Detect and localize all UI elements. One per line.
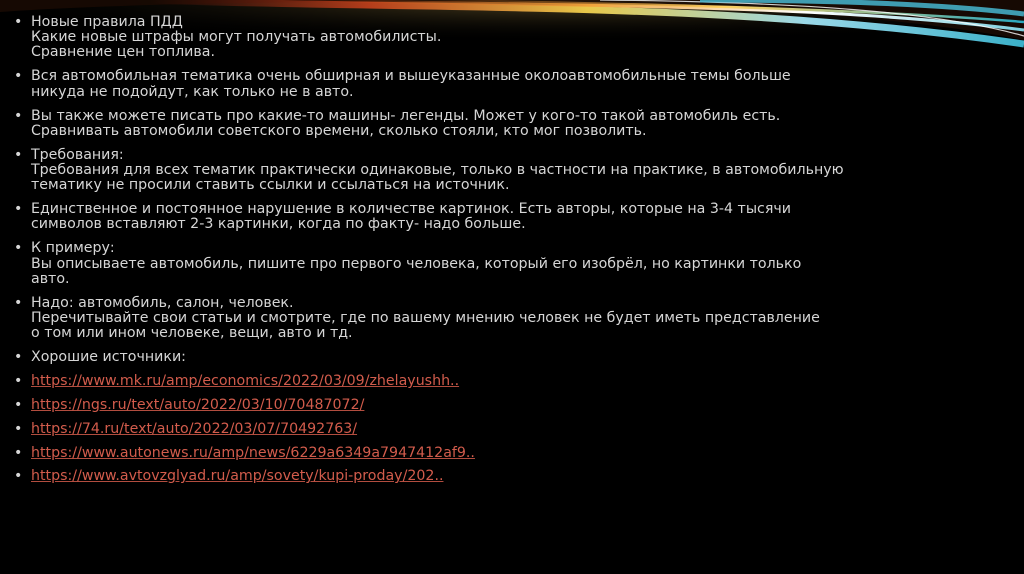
bullet-text-line: Сравнивать автомобили советского времени, сколько стояли, кто мог позволить. [31, 122, 647, 139]
bullet-text-line: Требования: [31, 146, 124, 163]
bullet-item [14, 148, 999, 194]
bullet-marker: • [14, 420, 23, 437]
bullet-text-line: Требования для всех тематик практически одинаковые, только в частности на практике, в автомобильную [31, 162, 844, 179]
bullet-marker: • [14, 107, 23, 124]
link-item [14, 469, 999, 484]
bullet-text-line: никуда не подойдут, как только не в авто. [31, 83, 354, 100]
bullet-text-line: Надо: автомобиль, салон, человек. [31, 294, 294, 311]
bullet-marker: • [14, 240, 23, 257]
bullet-marker: • [14, 68, 23, 85]
bullet-marker: • [14, 444, 23, 461]
bullet-marker: • [14, 468, 23, 485]
bullet-text-line: Хорошие источники: [31, 349, 186, 366]
bullet-item [14, 202, 999, 232]
bullet-text-line: о том или ином человеке, вещи, авто и тд. [31, 325, 353, 342]
source-link[interactable]: https://ngs.ru/text/auto/2022/03/10/70487072/ [31, 397, 365, 414]
bullet-marker: • [14, 397, 23, 414]
source-link[interactable]: https://www.autonews.ru/amp/news/6229a6349a7947412af9.. [31, 444, 475, 461]
bullet-item [14, 241, 999, 287]
bullet-text-line: тематику не просили ставить ссылки и ссылаться на источник. [31, 177, 510, 194]
bullet-item [14, 69, 999, 99]
link-item [14, 446, 999, 461]
bullet-text-line: Сравнение цен топлива. [31, 44, 215, 61]
bullet-item [14, 109, 999, 139]
bullet-marker: • [14, 349, 23, 366]
bullet-marker: • [14, 373, 23, 390]
link-item [14, 374, 999, 389]
bullet-item [14, 15, 999, 61]
source-link[interactable]: https://74.ru/text/auto/2022/03/07/70492763/ [31, 420, 358, 437]
bullet-text-line: авто. [31, 270, 70, 287]
bullet-text-line: Вся автомобильная тематика очень обширная и вышеуказанные околоавтомобильные темы больше [31, 68, 791, 85]
link-item [14, 422, 999, 437]
bullet-text-line: Новые правила ПДД [31, 14, 183, 30]
bullet-marker: • [14, 201, 23, 218]
bullet-text-line: Какие новые штрафы могут получать автомобилисты. [31, 29, 442, 46]
slide-content [14, 15, 999, 493]
bullet-text-line: К примеру: [31, 240, 115, 257]
bullet-list [14, 15, 999, 365]
bullet-item [14, 350, 999, 365]
bullet-text-line: Вы также можете писать про какие-то машины- легенды. Может у кого-то такой автомобиль есть. [31, 107, 781, 124]
bullet-item [14, 296, 999, 342]
source-link[interactable]: https://www.mk.ru/amp/economics/2022/03/09/zhelayushh.. [31, 373, 460, 390]
source-link[interactable]: https://www.avtovzglyad.ru/amp/sovety/kupi-proday/202.. [31, 468, 444, 485]
link-item [14, 398, 999, 413]
bullet-text-line: символов вставляют 2-3 картинки, когда по факту- надо больше. [31, 216, 526, 233]
bullet-text-line: Перечитывайте свои статьи и смотрите, где по вашему мнению человек не будет иметь представление [31, 310, 820, 327]
bullet-text-line: Единственное и постоянное нарушение в количестве картинок. Есть авторы, которые на 3-4 тысячи [31, 201, 791, 218]
bullet-marker: • [14, 146, 23, 163]
bullet-marker: • [14, 14, 23, 30]
bullet-marker: • [14, 294, 23, 311]
source-links-list [14, 374, 999, 484]
bullet-text-line: Вы описываете автомобиль, пишите про первого человека, который его изобрёл, но картинки только [31, 255, 802, 272]
